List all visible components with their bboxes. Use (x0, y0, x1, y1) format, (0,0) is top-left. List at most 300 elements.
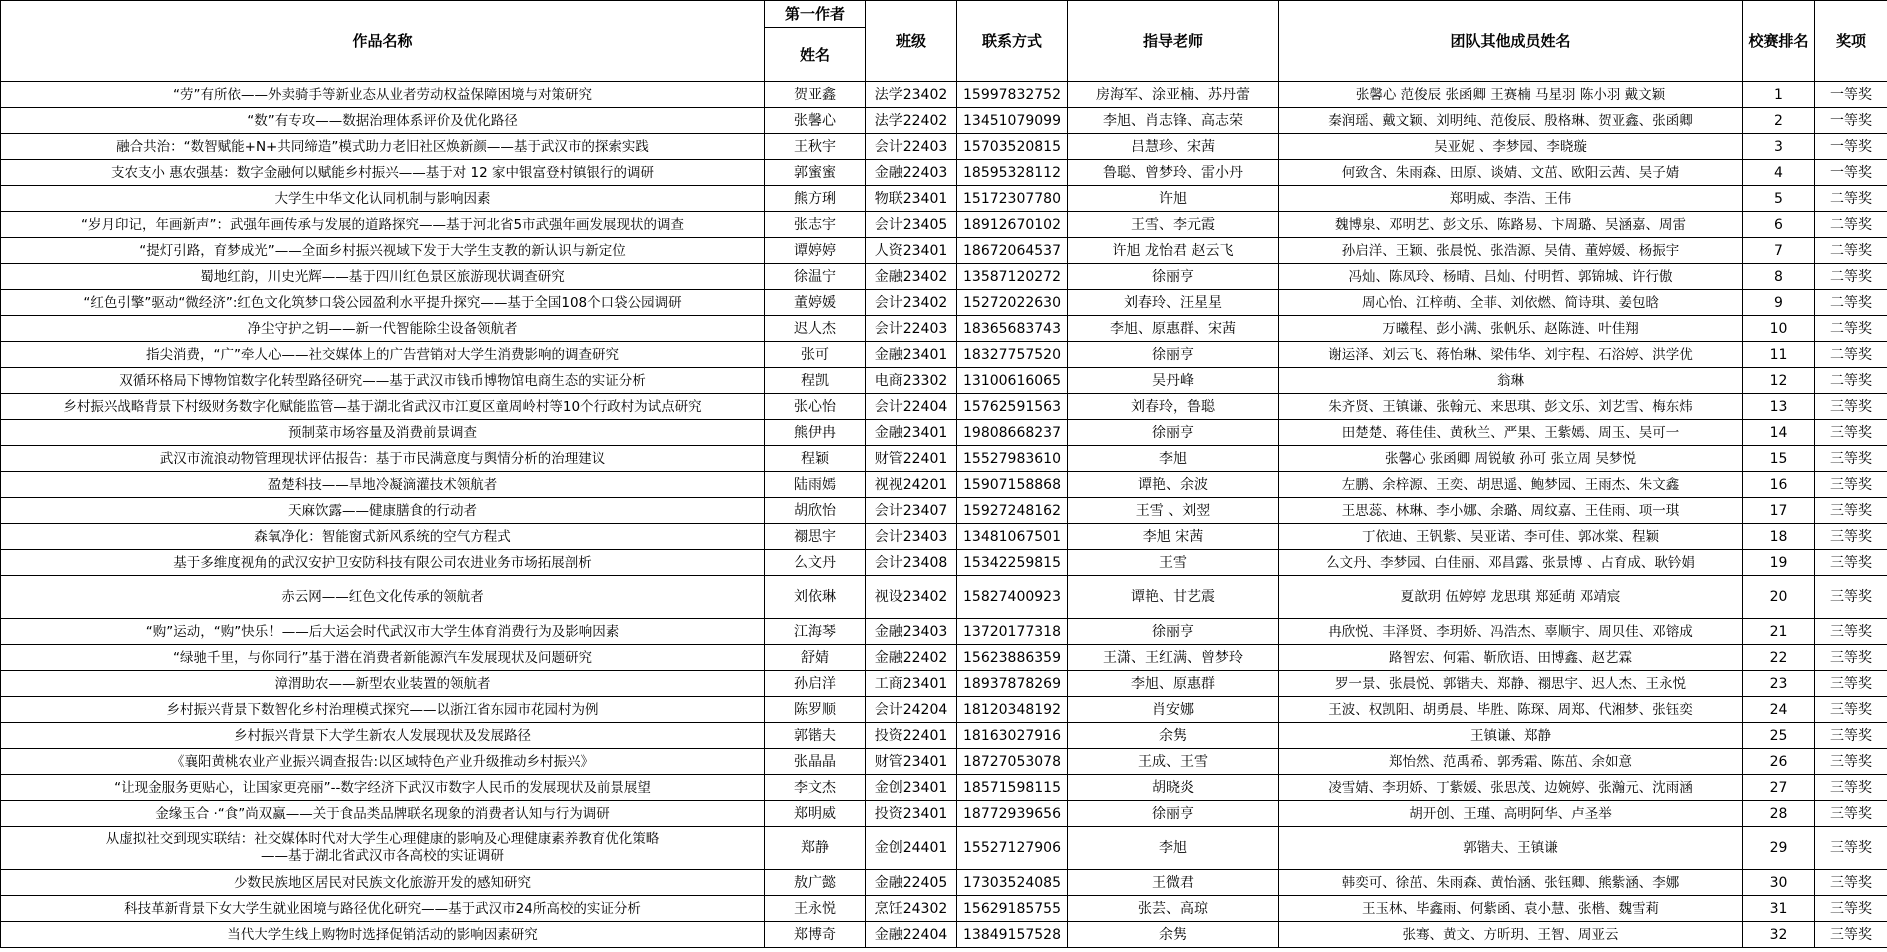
cell-class: 财管22401 (866, 446, 957, 472)
cell-rank: 29 (1743, 827, 1815, 870)
cell-title: 指尖消费，“广”牵人心——社交媒体上的广告营销对大学生消费影响的调查研究 (1, 342, 765, 368)
cell-class: 会计22404 (866, 394, 957, 420)
cell-award: 三等奖 (1815, 645, 1887, 671)
table-row (1, 645, 1887, 671)
table-row (1, 446, 1887, 472)
cell-advisor: 徐丽亨 (1068, 420, 1279, 446)
cell-phone: 18937878269 (957, 671, 1068, 697)
cell-members: 张馨心 张函卿 周锐敏 孙可 张立周 吴梦悦 (1279, 446, 1743, 472)
cell-members: 王思蕊、林琳、李小娜、余璐、周纹嘉、王佳雨、项一琪 (1279, 498, 1743, 524)
cell-title-line2: ——基于湖北省武汉市各高校的实证调研 (261, 848, 504, 864)
cell-members: 王玉林、毕鑫雨、何紫函、袁小慧、张楷、魏雪莉 (1279, 896, 1743, 922)
cell-name: 孙启洋 (765, 671, 866, 697)
cell-advisor: 张芸、高琼 (1068, 896, 1279, 922)
cell-class: 法学22402 (866, 108, 957, 134)
table-row (1, 238, 1887, 264)
cell-award: 二等奖 (1815, 290, 1887, 316)
cell-phone: 18727053078 (957, 749, 1068, 775)
cell-advisor: 王微君 (1068, 870, 1279, 896)
header-name: 姓名 (765, 28, 866, 82)
header-first-author: 第一作者 (765, 1, 866, 28)
cell-award: 三等奖 (1815, 723, 1887, 749)
cell-rank: 5 (1743, 186, 1815, 212)
cell-title: 基于多维度视角的武汉安护卫安防科技有限公司农进业务市场拓展剖析 (1, 550, 765, 576)
cell-title: 蜀地红韵，川史光辉——基于四川红色景区旅游现状调查研究 (1, 264, 765, 290)
cell-class: 会计24204 (866, 697, 957, 723)
cell-class: 金融22402 (866, 645, 957, 671)
cell-title: 武汉市流浪动物管理现状评估报告：基于市民满意度与舆情分析的治理建议 (1, 446, 765, 472)
cell-name: 程凯 (765, 368, 866, 394)
cell-title: “购”运动，“购”快乐！——后大运会时代武汉市大学生体育消费行为及影响因素 (1, 619, 765, 645)
cell-phone: 15527983610 (957, 446, 1068, 472)
cell-name: 陈罗顺 (765, 697, 866, 723)
cell-members: 丁依迪、王钒紫、吴亚诺、李可佳、郭冰棠、程颖 (1279, 524, 1743, 550)
cell-advisor: 王成、王雪 (1068, 749, 1279, 775)
cell-rank: 6 (1743, 212, 1815, 238)
cell-name: 郭蜜蜜 (765, 160, 866, 186)
cell-name: 江海琴 (765, 619, 866, 645)
cell-title: “劳”有所依——外卖骑手等新业态从业者劳动权益保障困境与对策研究 (1, 82, 765, 108)
cell-members: 夏歆玥 伍婷婷 龙思琪 郑延萌 邓靖宸 (1279, 576, 1743, 619)
cell-class: 会计22403 (866, 316, 957, 342)
cell-advisor: 许旭 龙怡君 赵云飞 (1068, 238, 1279, 264)
cell-members: 么文丹、李梦园、白佳丽、邓昌露、张景博 、占育成、耿钤娟 (1279, 550, 1743, 576)
cell-title: 科技革新背景下女大学生就业困境与路径优化研究——基于武汉市24所高校的实证分析 (1, 896, 765, 922)
header-rank: 校赛排名 (1743, 1, 1815, 82)
cell-phone: 15272022630 (957, 290, 1068, 316)
cell-phone: 13587120272 (957, 264, 1068, 290)
cell-members: 胡开创、王瑾、高明阿华、卢圣举 (1279, 801, 1743, 827)
cell-advisor: 徐丽亨 (1068, 801, 1279, 827)
cell-advisor: 刘春玲、汪星星 (1068, 290, 1279, 316)
cell-advisor: 吴丹峰 (1068, 368, 1279, 394)
cell-class: 视视24201 (866, 472, 957, 498)
cell-name: 胡欣怡 (765, 498, 866, 524)
cell-phone: 18912670102 (957, 212, 1068, 238)
cell-award: 一等奖 (1815, 160, 1887, 186)
cell-members: 吴亚妮 、李梦园、李晓璇 (1279, 134, 1743, 160)
cell-phone: 19808668237 (957, 420, 1068, 446)
cell-members: 路智宏、何霜、靳欣语、田博鑫、赵艺霖 (1279, 645, 1743, 671)
table-row (1, 550, 1887, 576)
cell-title: 预制菜市场容量及消费前景调查 (1, 420, 765, 446)
cell-class: 会计23405 (866, 212, 957, 238)
cell-rank: 7 (1743, 238, 1815, 264)
cell-award: 三等奖 (1815, 671, 1887, 697)
header-advisor: 指导老师 (1068, 1, 1279, 82)
cell-rank: 23 (1743, 671, 1815, 697)
cell-members: 张骞、黄文、方昕玥、王智、周亚云 (1279, 922, 1743, 948)
table-row (1, 498, 1887, 524)
cell-advisor: 李旭、原惠群、宋茜 (1068, 316, 1279, 342)
cell-class: 金创24401 (866, 827, 957, 870)
table-row (1, 576, 1887, 619)
table-row (1, 827, 1887, 870)
cell-members: 郑怡然、范禹希、郭秀霜、陈茁、余如意 (1279, 749, 1743, 775)
cell-award: 二等奖 (1815, 186, 1887, 212)
cell-phone: 15629185755 (957, 896, 1068, 922)
cell-members: 周心怡、江梓萌、全菲、刘依燃、简诗琪、姜包晗 (1279, 290, 1743, 316)
table-row (1, 801, 1887, 827)
cell-members: 王镇谦、郑静 (1279, 723, 1743, 749)
cell-rank: 8 (1743, 264, 1815, 290)
cell-title (1, 827, 765, 870)
cell-class: 金融22404 (866, 922, 957, 948)
cell-phone: 15827400923 (957, 576, 1068, 619)
cell-class: 金融22405 (866, 870, 957, 896)
cell-phone: 18571598115 (957, 775, 1068, 801)
cell-award: 三等奖 (1815, 749, 1887, 775)
cell-award: 三等奖 (1815, 394, 1887, 420)
cell-advisor: 徐丽亨 (1068, 264, 1279, 290)
cell-members: 王波、权凯阳、胡勇晨、毕胜、陈琛、周郑、代湘梦、张钰奕 (1279, 697, 1743, 723)
cell-title: 赤云网——红色文化传承的领航者 (1, 576, 765, 619)
cell-award: 二等奖 (1815, 264, 1887, 290)
cell-award: 三等奖 (1815, 619, 1887, 645)
cell-rank: 13 (1743, 394, 1815, 420)
table-row (1, 896, 1887, 922)
cell-award: 二等奖 (1815, 316, 1887, 342)
header-class: 班级 (866, 1, 957, 82)
cell-class: 金融23401 (866, 342, 957, 368)
cell-members: 韩奕可、徐茁、朱雨森、黄怡涵、张钰卿、熊紫涵、李娜 (1279, 870, 1743, 896)
header-award: 奖项 (1815, 1, 1887, 82)
cell-rank: 32 (1743, 922, 1815, 948)
cell-members: 谢运泽、刘云飞、蒋怡琳、梁伟华、刘宇程、石浴婷、洪学优 (1279, 342, 1743, 368)
cell-advisor: 王雪 (1068, 550, 1279, 576)
header-title: 作品名称 (1, 1, 765, 82)
cell-class: 会计23402 (866, 290, 957, 316)
cell-name: 张馨心 (765, 108, 866, 134)
table-row (1, 108, 1887, 134)
cell-phone: 18163027916 (957, 723, 1068, 749)
cell-phone: 18595328112 (957, 160, 1068, 186)
cell-name: 李文杰 (765, 775, 866, 801)
cell-award: 三等奖 (1815, 446, 1887, 472)
cell-rank: 18 (1743, 524, 1815, 550)
cell-rank: 9 (1743, 290, 1815, 316)
cell-title: 天麻饮露——健康膳食的行动者 (1, 498, 765, 524)
table-row (1, 82, 1887, 108)
cell-title: 乡村振兴背景下大学生新农人发展现状及发展路径 (1, 723, 765, 749)
cell-members: 秦润瑶、戴文颖、刘明纯、范俊辰、殷格琳、贺亚鑫、张函卿 (1279, 108, 1743, 134)
cell-class: 金融23403 (866, 619, 957, 645)
table-row (1, 723, 1887, 749)
cell-award: 三等奖 (1815, 576, 1887, 619)
cell-rank: 4 (1743, 160, 1815, 186)
cell-members: 郑明威、李浩、王伟 (1279, 186, 1743, 212)
table-row (1, 697, 1887, 723)
cell-rank: 19 (1743, 550, 1815, 576)
cell-members: 翁琳 (1279, 368, 1743, 394)
table-row (1, 472, 1887, 498)
cell-name: 么文丹 (765, 550, 866, 576)
cell-advisor: 余隽 (1068, 922, 1279, 948)
table-row (1, 922, 1887, 948)
table-row (1, 524, 1887, 550)
cell-class: 工商23401 (866, 671, 957, 697)
cell-class: 法学23402 (866, 82, 957, 108)
cell-phone: 18327757520 (957, 342, 1068, 368)
cell-members: 张馨心 范俊辰 张函卿 王赛楠 马星羽 陈小羽 戴文颖 (1279, 82, 1743, 108)
cell-members: 罗一景、张晨悦、郭锴夫、郑静、禤思宇、迟人杰、王永悦 (1279, 671, 1743, 697)
cell-rank: 2 (1743, 108, 1815, 134)
cell-class: 视设23402 (866, 576, 957, 619)
cell-phone: 18120348192 (957, 697, 1068, 723)
cell-phone: 13720177318 (957, 619, 1068, 645)
cell-phone: 15762591563 (957, 394, 1068, 420)
table-row (1, 290, 1887, 316)
cell-rank: 21 (1743, 619, 1815, 645)
cell-phone: 15927248162 (957, 498, 1068, 524)
table-row (1, 870, 1887, 896)
cell-title: “提灯引路，育梦成光”——全面乡村振兴视域下发于大学生支教的新认识与新定位 (1, 238, 765, 264)
cell-class: 物联23401 (866, 186, 957, 212)
cell-name: 董婷媛 (765, 290, 866, 316)
cell-title: “让现金服务更贴心，让国家更亮丽”--数字经济下武汉市数字人民币的发展现状及前景展望 (1, 775, 765, 801)
cell-rank: 1 (1743, 82, 1815, 108)
cell-name: 徐温宁 (765, 264, 866, 290)
cell-rank: 15 (1743, 446, 1815, 472)
cell-award: 三等奖 (1815, 896, 1887, 922)
cell-members: 田楚楚、蒋佳佳、黄秋兰、严果、王紫嫣、周玉、吴可一 (1279, 420, 1743, 446)
table-row (1, 671, 1887, 697)
cell-advisor: 谭艳、余波 (1068, 472, 1279, 498)
cell-advisor: 徐丽亨 (1068, 342, 1279, 368)
cell-advisor: 谭艳、甘艺震 (1068, 576, 1279, 619)
cell-title: 漳渭助农——新型农业装置的领航者 (1, 671, 765, 697)
cell-title: 乡村振兴背景下数智化乡村治理模式探究——以浙江省东园市花园村为例 (1, 697, 765, 723)
cell-title: 乡村振兴战略背景下村级财务数字化赋能监管—基于湖北省武汉市江夏区童周岭村等10个行政村为试点研究 (1, 394, 765, 420)
cell-award: 二等奖 (1815, 212, 1887, 238)
cell-rank: 28 (1743, 801, 1815, 827)
cell-advisor: 徐丽亨 (1068, 619, 1279, 645)
table-row (1, 368, 1887, 394)
cell-name: 程颖 (765, 446, 866, 472)
cell-title: 金缘玉合 ·“食”尚双赢——关于食品类品牌联名现象的消费者认知与行为调研 (1, 801, 765, 827)
table-row (1, 212, 1887, 238)
cell-members: 孙启洋、王颖、张晨悦、张浩源、吴倩、董婷媛、杨振宇 (1279, 238, 1743, 264)
cell-award: 三等奖 (1815, 498, 1887, 524)
cell-members: 冉欣悦、丰泽贤、李玥娇、冯浩杰、辜顺宇、周贝佳、邓镕成 (1279, 619, 1743, 645)
cell-title: 净尘守护之钥——新一代智能除尘设备领航者 (1, 316, 765, 342)
cell-rank: 26 (1743, 749, 1815, 775)
cell-advisor: 吕慧珍、宋茜 (1068, 134, 1279, 160)
cell-name: 郭锴夫 (765, 723, 866, 749)
cell-advisor: 胡晓炎 (1068, 775, 1279, 801)
cell-award: 三等奖 (1815, 827, 1887, 870)
cell-name: 贺亚鑫 (765, 82, 866, 108)
cell-name: 张志宇 (765, 212, 866, 238)
cell-award: 三等奖 (1815, 801, 1887, 827)
cell-advisor: 李旭、肖志锋、高志荣 (1068, 108, 1279, 134)
cell-rank: 20 (1743, 576, 1815, 619)
cell-class: 金融23402 (866, 264, 957, 290)
cell-title: 当代大学生线上购物时选择促销活动的影响因素研究 (1, 922, 765, 948)
cell-name: 熊方琍 (765, 186, 866, 212)
table-row (1, 749, 1887, 775)
cell-rank: 22 (1743, 645, 1815, 671)
cell-title: 双循环格局下博物馆数字化转型路径研究——基于武汉市钱币博物馆电商生态的实证分析 (1, 368, 765, 394)
cell-title-line1: 从虚拟社交到现实联结：社交媒体时代对大学生心理健康的影响及心理健康素养教育优化策略 (105, 831, 660, 847)
cell-award: 三等奖 (1815, 775, 1887, 801)
cell-phone: 15703520815 (957, 134, 1068, 160)
cell-rank: 12 (1743, 368, 1815, 394)
cell-name: 禤思宇 (765, 524, 866, 550)
cell-name: 陆雨嫣 (765, 472, 866, 498)
cell-phone: 13100616065 (957, 368, 1068, 394)
table-row (1, 394, 1887, 420)
cell-name: 谭婷婷 (765, 238, 866, 264)
cell-name: 刘依琳 (765, 576, 866, 619)
cell-advisor: 李旭 (1068, 446, 1279, 472)
table-row (1, 160, 1887, 186)
cell-rank: 31 (1743, 896, 1815, 922)
cell-advisor: 肖安娜 (1068, 697, 1279, 723)
cell-title: 大学生中华文化认同机制与影响因素 (1, 186, 765, 212)
cell-class: 金融23401 (866, 420, 957, 446)
cell-members: 冯灿、陈凤玲、杨晴、吕灿、付明哲、郭锦城、许行傲 (1279, 264, 1743, 290)
table-row (1, 619, 1887, 645)
cell-phone: 15623886359 (957, 645, 1068, 671)
cell-advisor: 王雪、李元霞 (1068, 212, 1279, 238)
cell-phone: 18365683743 (957, 316, 1068, 342)
cell-class: 电商23302 (866, 368, 957, 394)
cell-members: 魏博泉、邓明艺、彭文乐、陈路易、卞周璐、吴涵嘉、周雷 (1279, 212, 1743, 238)
table-row (1, 264, 1887, 290)
cell-phone: 13481067501 (957, 524, 1068, 550)
cell-title: 支农支小 惠农强基：数字金融何以赋能乡村振兴——基于对 12 家中银富登村镇银行的调研 (1, 160, 765, 186)
cell-advisor: 许旭 (1068, 186, 1279, 212)
cell-phone: 18672064537 (957, 238, 1068, 264)
cell-name: 王秋宇 (765, 134, 866, 160)
cell-award: 三等奖 (1815, 420, 1887, 446)
cell-members: 朱齐贤、王镇谦、张翰元、来思琪、彭文乐、刘艺雪、梅东炜 (1279, 394, 1743, 420)
cell-phone: 18772939656 (957, 801, 1068, 827)
cell-award: 一等奖 (1815, 108, 1887, 134)
cell-advisor: 鲁聪、曾梦玲、雷小丹 (1068, 160, 1279, 186)
cell-phone: 13451079099 (957, 108, 1068, 134)
cell-title: “红色引擎”驱动“微经济”:红色文化筑梦口袋公园盈利水平提升探究——基于全国108个口袋公园调研 (1, 290, 765, 316)
cell-phone: 15342259815 (957, 550, 1068, 576)
cell-name: 迟人杰 (765, 316, 866, 342)
cell-advisor: 李旭 宋茜 (1068, 524, 1279, 550)
cell-class: 会计22403 (866, 134, 957, 160)
cell-class: 投资22401 (866, 723, 957, 749)
cell-award: 一等奖 (1815, 82, 1887, 108)
cell-advisor: 李旭、原惠群 (1068, 671, 1279, 697)
cell-rank: 25 (1743, 723, 1815, 749)
cell-rank: 30 (1743, 870, 1815, 896)
cell-name: 张可 (765, 342, 866, 368)
cell-rank: 3 (1743, 134, 1815, 160)
cell-award: 二等奖 (1815, 238, 1887, 264)
cell-members: 何致含、朱雨森、田原、谈婧、文茁、欧阳云茜、吴子婧 (1279, 160, 1743, 186)
cell-name: 郑博奇 (765, 922, 866, 948)
cell-title: “岁月印记，年画新声”：武强年画传承与发展的道路探究——基于河北省5市武强年画发展现状的调查 (1, 212, 765, 238)
table-row (1, 316, 1887, 342)
cell-class: 烹饪24302 (866, 896, 957, 922)
table-row (1, 420, 1887, 446)
cell-award: 三等奖 (1815, 524, 1887, 550)
cell-award: 一等奖 (1815, 134, 1887, 160)
cell-class: 金创23401 (866, 775, 957, 801)
cell-rank: 16 (1743, 472, 1815, 498)
cell-class: 人资23401 (866, 238, 957, 264)
cell-name: 舒婧 (765, 645, 866, 671)
cell-advisor: 李旭 (1068, 827, 1279, 870)
table-row (1, 775, 1887, 801)
cell-title: “绿驰千里，与你同行”基于潜在消费者新能源汽车发展现状及问题研究 (1, 645, 765, 671)
cell-phone: 15997832752 (957, 82, 1068, 108)
cell-rank: 17 (1743, 498, 1815, 524)
table-body (1, 82, 1887, 948)
cell-award: 三等奖 (1815, 550, 1887, 576)
cell-advisor: 王潇、王红满、曾梦玲 (1068, 645, 1279, 671)
cell-class: 会计23403 (866, 524, 957, 550)
cell-advisor: 刘春玲，鲁聪 (1068, 394, 1279, 420)
cell-title: 森氧净化：智能窗式新风系统的空气方程式 (1, 524, 765, 550)
cell-award: 三等奖 (1815, 697, 1887, 723)
cell-members: 郭锴夫、王镇谦 (1279, 827, 1743, 870)
cell-members: 万曦程、彭小满、张帆乐、赵陈涟、叶佳翔 (1279, 316, 1743, 342)
cell-name: 郑明威 (765, 801, 866, 827)
cell-title: 盈楚科技——旱地冷凝滴灌技术领航者 (1, 472, 765, 498)
cell-title: 融合共治：“数智赋能+N+共同缔造”模式助力老旧社区焕新颜——基于武汉市的探索实践 (1, 134, 765, 160)
cell-award: 三等奖 (1815, 922, 1887, 948)
cell-members: 凌雪婧、李玥娇、丁紫媛、张思茂、边婉婷、张瀚元、沈雨涵 (1279, 775, 1743, 801)
cell-phone: 15907158868 (957, 472, 1068, 498)
cell-phone: 15172307780 (957, 186, 1068, 212)
table-row (1, 186, 1887, 212)
cell-advisor: 王雪 、刘翌 (1068, 498, 1279, 524)
cell-class: 会计23408 (866, 550, 957, 576)
cell-rank: 11 (1743, 342, 1815, 368)
table-row (1, 342, 1887, 368)
table-row (1, 134, 1887, 160)
cell-award: 三等奖 (1815, 870, 1887, 896)
cell-rank: 10 (1743, 316, 1815, 342)
header-contact: 联系方式 (957, 1, 1068, 82)
cell-class: 财管23401 (866, 749, 957, 775)
cell-phone: 17303524085 (957, 870, 1068, 896)
cell-rank: 24 (1743, 697, 1815, 723)
cell-title: 《襄阳黄桃农业产业振兴调查报告:以区域特色产业升级推动乡村振兴》 (1, 749, 765, 775)
cell-title: 少数民族地区居民对民族文化旅游开发的感知研究 (1, 870, 765, 896)
cell-award: 二等奖 (1815, 342, 1887, 368)
cell-name: 张晶晶 (765, 749, 866, 775)
cell-name: 熊伊冉 (765, 420, 866, 446)
cell-award: 三等奖 (1815, 472, 1887, 498)
cell-name: 张心怡 (765, 394, 866, 420)
cell-class: 投资23401 (866, 801, 957, 827)
cell-members: 左鹏、余梓源、王奕、胡思遥、鲍梦园、王雨杰、朱文鑫 (1279, 472, 1743, 498)
cell-name: 敖广懿 (765, 870, 866, 896)
cell-award: 二等奖 (1815, 368, 1887, 394)
cell-rank: 14 (1743, 420, 1815, 446)
cell-advisor: 房海军、涂亚楠、苏丹蕾 (1068, 82, 1279, 108)
cell-title: “数”有专攻——数据治理体系评价及优化路径 (1, 108, 765, 134)
cell-phone: 15527127906 (957, 827, 1068, 870)
cell-class: 会计23407 (866, 498, 957, 524)
cell-class: 金融22403 (866, 160, 957, 186)
cell-rank: 27 (1743, 775, 1815, 801)
cell-advisor: 余隽 (1068, 723, 1279, 749)
cell-name: 郑静 (765, 827, 866, 870)
cell-phone: 13849157528 (957, 922, 1068, 948)
cell-name: 王永悦 (765, 896, 866, 922)
header-members: 团队其他成员姓名 (1279, 1, 1743, 82)
